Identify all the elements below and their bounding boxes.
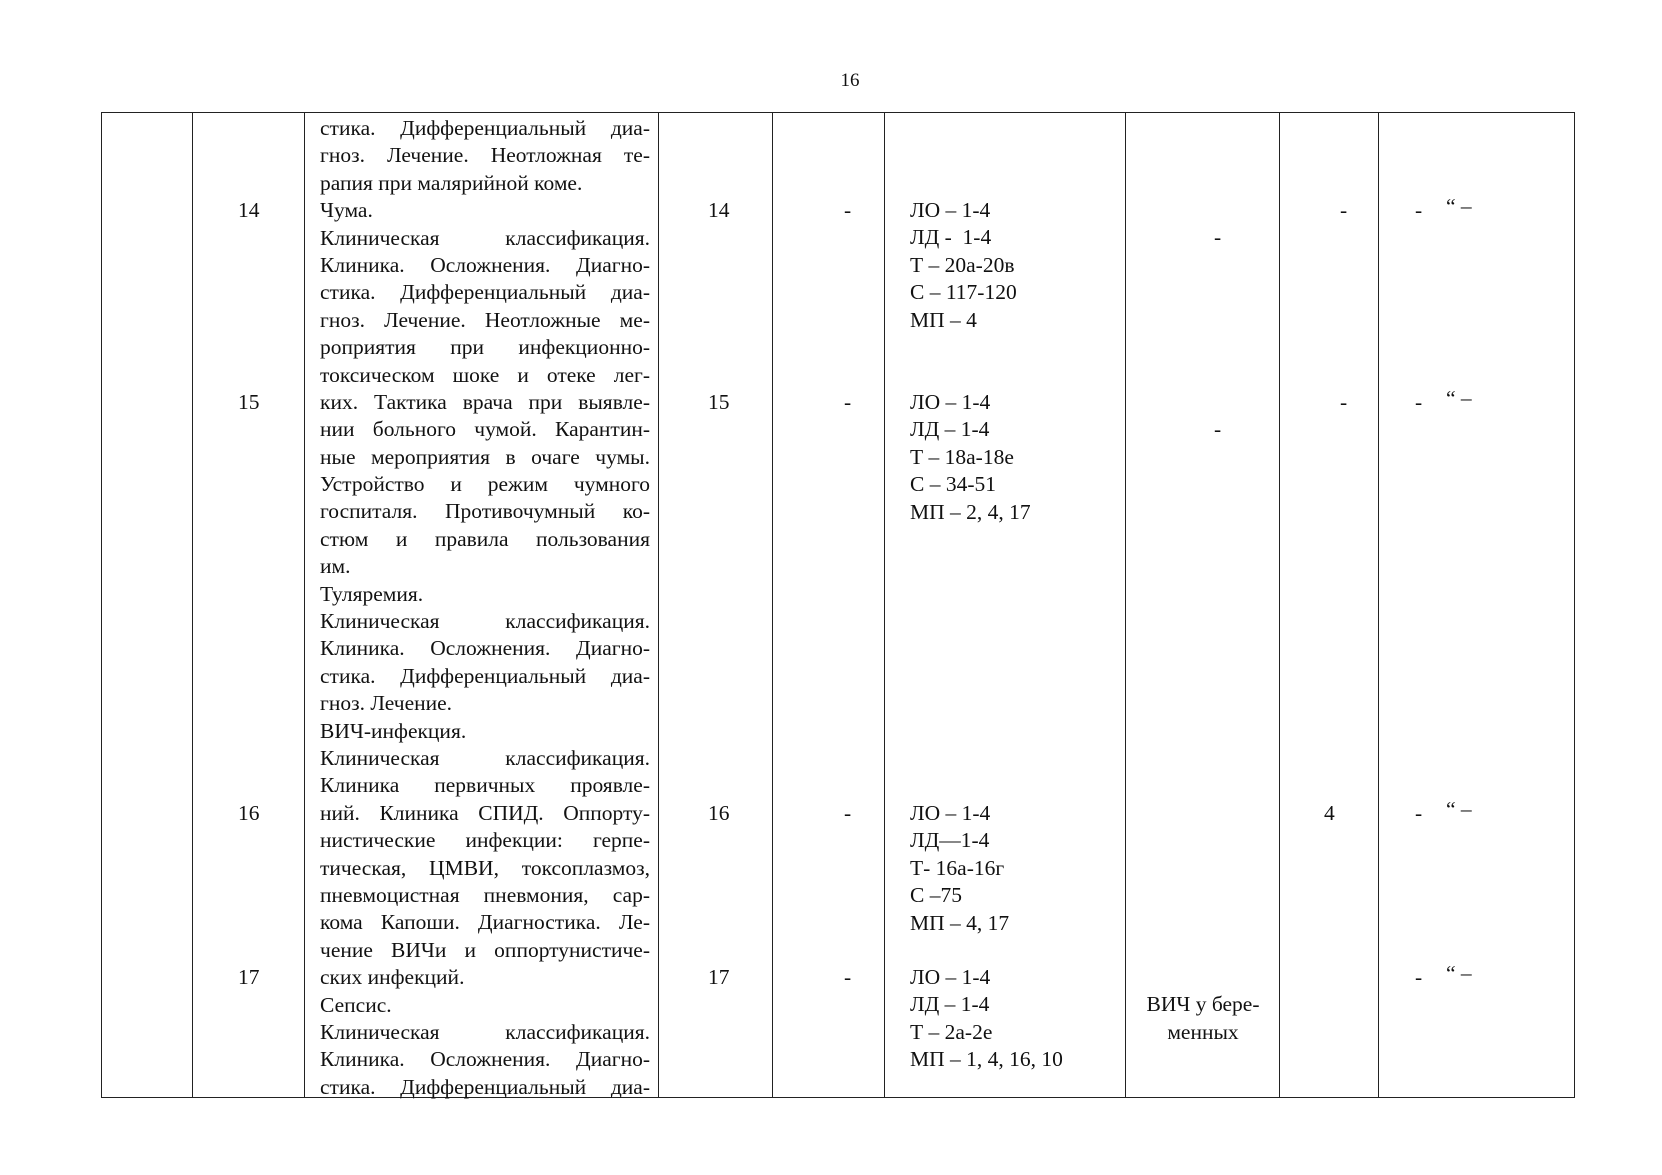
description-line: Устройство и режим чумного [320, 472, 650, 497]
extra-note: менных [1167, 1020, 1239, 1044]
literature-ref: Т- 16а-16г [910, 856, 1005, 880]
control-dash: - [1415, 198, 1423, 222]
literature-ref: ЛО – 1-4 [910, 801, 991, 825]
extra-value: - [1214, 225, 1222, 249]
description-line: Клиническая классификация. [320, 745, 650, 770]
description-line: роприятия при инфекционно- [320, 335, 650, 360]
description-line: ских инфекций. [320, 965, 465, 990]
literature-ref: ЛД—1-4 [910, 828, 990, 852]
description-line: Клиника. Осложнения. Диагно- [320, 252, 650, 277]
description-line: стика. Дифференциальный диа- [320, 1074, 650, 1099]
lesson-number: 15 [238, 390, 260, 414]
literature-ref: ЛО – 1-4 [910, 198, 991, 222]
description-line: тическая, ЦМВИ, токсоплазмоз, [320, 855, 650, 880]
description-line: стюм и правила пользования [320, 526, 650, 551]
column-divider [304, 113, 305, 1097]
literature-ref: С – 117-120 [910, 280, 1017, 304]
column-divider [192, 113, 193, 1097]
description-line: токсическом шоке и отеке лег- [320, 362, 650, 387]
description-line: Клиника первичных проявле- [320, 773, 650, 798]
control-mark: “ – [1446, 961, 1472, 985]
dash-value: - [844, 198, 852, 222]
column-divider [1378, 113, 1379, 1097]
literature-ref: МП – 2, 4, 17 [910, 500, 1031, 524]
lesson-number: 16 [238, 801, 260, 825]
count-value: 4 [1324, 801, 1335, 825]
column-divider [658, 113, 659, 1097]
description-line: гноз. Лечение. Неотложные ме- [320, 307, 650, 332]
count-value: - [1340, 390, 1348, 414]
control-dash: - [1415, 801, 1423, 825]
count-value: - [1340, 198, 1348, 222]
control-dash: - [1415, 390, 1423, 414]
description-line: пневмоцистная пневмония, сар- [320, 882, 650, 907]
control-mark: “ – [1446, 386, 1472, 410]
dash-value: - [844, 801, 852, 825]
description-line: Клиническая классификация. [320, 1019, 650, 1044]
description-line: кома Капоши. Диагностика. Ле- [320, 910, 650, 935]
control-mark: “ – [1446, 194, 1472, 218]
column-divider [1125, 113, 1126, 1097]
description-line: гноз. Лечение. [320, 691, 453, 716]
literature-ref: ЛД - 1-4 [910, 225, 992, 249]
dash-value: - [844, 390, 852, 414]
description-line: ких. Тактика врача при выявле- [320, 389, 650, 414]
schedule-table [101, 112, 1575, 1098]
description-line: Сепсис. [320, 992, 392, 1017]
description-line: ные мероприятия в очаге чумы. [320, 444, 650, 469]
literature-ref: ЛО – 1-4 [910, 390, 991, 414]
hours-value: 16 [708, 801, 730, 825]
dash-value: - [844, 965, 852, 989]
hours-value: 15 [708, 390, 730, 414]
description-line: Туляремия. [320, 581, 424, 606]
description-line: Клиническая классификация. [320, 225, 650, 250]
description-line: чение ВИЧи и оппортунистиче- [320, 937, 650, 962]
description-line: стика. Дифференциальный диа- [320, 663, 650, 688]
description-line: Чума. [320, 198, 373, 223]
lesson-number: 17 [238, 965, 260, 989]
description-line: Клиническая классификация. [320, 609, 650, 634]
description-line: ний. Клиника СПИД. Оппорту- [320, 800, 650, 825]
literature-ref: ЛД – 1-4 [910, 417, 990, 441]
hours-value: 14 [708, 198, 730, 222]
hours-value: 17 [708, 965, 730, 989]
description-line: рапия при малярийной коме. [320, 170, 583, 195]
control-dash: - [1415, 965, 1423, 989]
literature-ref: ЛД – 1-4 [910, 992, 990, 1016]
description-line: ВИЧ-инфекция. [320, 718, 467, 743]
literature-ref: МП – 4, 17 [910, 911, 1010, 935]
description-line: нистические инфекции: герпе- [320, 828, 650, 853]
literature-ref: Т – 18а-18е [910, 445, 1014, 469]
literature-ref: Т – 2а-2е [910, 1020, 993, 1044]
control-mark: “ – [1446, 797, 1472, 821]
literature-ref: Т – 20а-20в [910, 253, 1015, 277]
extra-note: ВИЧ у бере- [1146, 992, 1260, 1016]
description-line: им. [320, 554, 351, 579]
literature-ref: С – 34-51 [910, 472, 996, 496]
description-line: Клиника. Осложнения. Диагно- [320, 1047, 650, 1072]
description-line: гноз. Лечение. Неотложная те- [320, 143, 650, 168]
column-divider [884, 113, 885, 1097]
description-line: стика. Дифференциальный диа- [320, 280, 650, 305]
page-number: 16 [840, 70, 860, 91]
topic-description [320, 115, 650, 1101]
description-line: Клиника. Осложнения. Диагно- [320, 636, 650, 661]
literature-ref: МП – 1, 4, 16, 10 [910, 1047, 1063, 1071]
literature-ref: С –75 [910, 883, 962, 907]
literature-ref: МП – 4 [910, 308, 977, 332]
column-divider [1279, 113, 1280, 1097]
lesson-number: 14 [238, 198, 260, 222]
description-line: нии больного чумой. Карантин- [320, 417, 650, 442]
extra-value: - [1214, 417, 1222, 441]
column-divider [772, 113, 773, 1097]
description-line: госпиталя. Противочумный ко- [320, 499, 650, 524]
description-line: стика. Дифференциальный диа- [320, 116, 650, 140]
literature-ref: ЛО – 1-4 [910, 965, 991, 989]
